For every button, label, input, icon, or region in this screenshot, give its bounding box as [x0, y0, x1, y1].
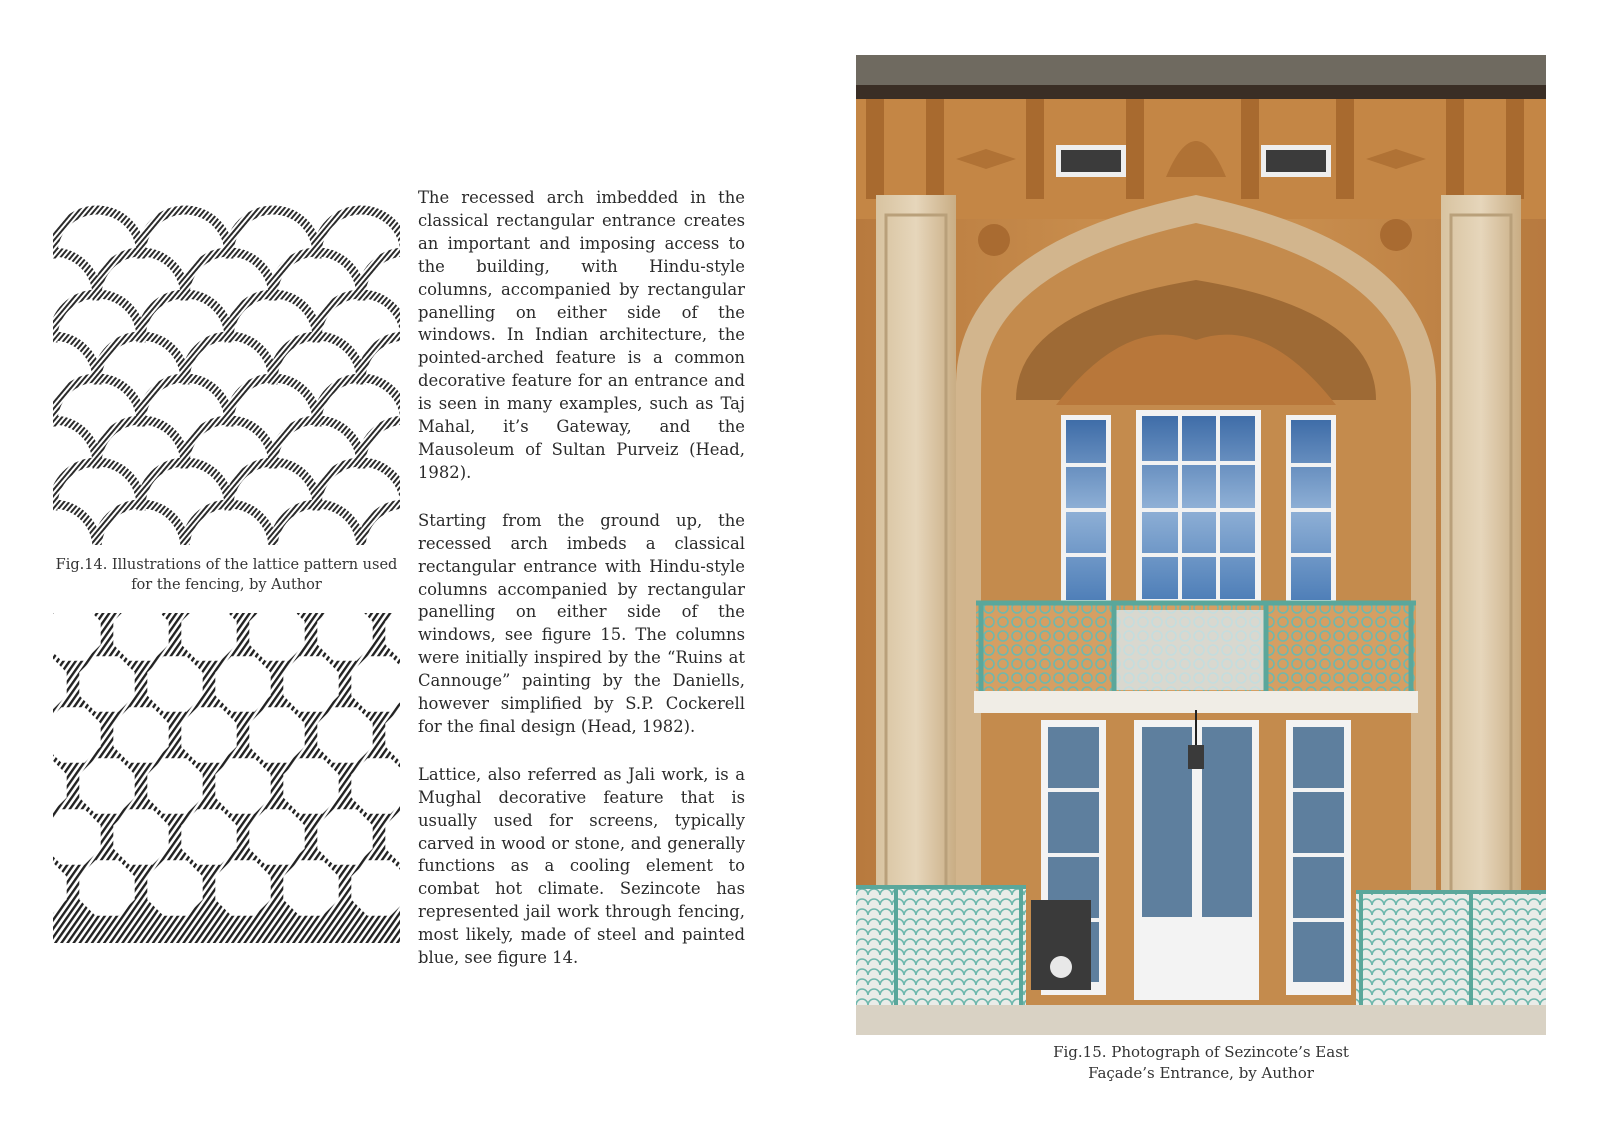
lattice-scale-arc: [97, 420, 185, 464]
paragraph-lattice: Lattice, also referred as Jali work, is a Mughal decorative feature that is usually used for screens, typically carved in wood or stone, and generally functions as a cooling element to combat hot climate. Sezincote has represented jail work through fencing, most likely, made of steel and painted blue, see figure 14.: [418, 764, 745, 968]
lattice-octagon: [181, 707, 236, 762]
lattice-scale-arc: [141, 462, 229, 506]
paragraph-ground-up: Starting from the ground up, the recessed arch imbeds a classical rectangular entrance with Hindu-style columns accompanied by rectangular panelling on either side of the windows, see figure 15. The columns were initially inspired by the “Ruins at Cannouge” painting by the Daniells, however simplified by S.P. Cockerell for the final design (Head, 1982).: [418, 510, 745, 736]
lattice-scale-arc: [229, 210, 317, 254]
lattice-octagon: [113, 809, 168, 864]
lattice-scale-arc: [185, 252, 273, 296]
fig14-caption: Fig.14. Illustrations of the lattice pattern used for the fencing, by Author: [55, 557, 398, 593]
lattice-scale-arc: [361, 336, 400, 380]
lattice-scale-arc: [97, 252, 185, 296]
lattice-scale-arc: [361, 420, 400, 464]
paragraph-recessed-arch: The recessed arch imbedded in the classical rectangular entrance creates an important and imposing access to the building, with Hindu-style columns, accompanied by rectangular panelling on either side of the windows. In Indian architecture, the pointed-arched feature is a common decorative feature for an entrance and is seen in many examples, such as Taj Mahal, it’s Gateway, and the Mausoleum of Sultan Purveiz (Head, 1982).: [418, 188, 745, 482]
lattice-scale-arc: [185, 336, 273, 380]
lattice-octagon: [79, 860, 134, 915]
lattice-scale-arc: [53, 294, 141, 338]
lattice-octagon: [283, 758, 338, 813]
lattice-octagon: [215, 758, 270, 813]
lattice-octagon: [317, 707, 372, 762]
lattice-scale-arc: [317, 210, 400, 254]
lattice-scale-arc: [229, 462, 317, 506]
lattice-scale-arc: [141, 378, 229, 422]
lattice-octagon: [113, 707, 168, 762]
lattice-scale-arc: [53, 252, 97, 296]
lattice-scale-arc: [317, 294, 400, 338]
fig14-scale-lattice-illustration: [53, 190, 400, 545]
lattice-octagon: [79, 656, 134, 711]
lattice-octagon: [181, 809, 236, 864]
lattice-scale-arc: [53, 210, 141, 254]
lattice-scale-arc: [361, 252, 400, 296]
lattice-octagon: [283, 860, 338, 915]
lattice-scale-arc: [141, 294, 229, 338]
lattice-octagon: [215, 656, 270, 711]
lattice-scale-arc: [53, 462, 141, 506]
lattice-scale-arc: [273, 336, 361, 380]
fig15-caption-line2: Façade’s Entrance, by Author: [1088, 1064, 1314, 1082]
lattice-octagon: [249, 707, 304, 762]
lattice-octagon: [215, 860, 270, 915]
fig15-facade-photograph: [856, 55, 1546, 1035]
lattice-octagon: [79, 758, 134, 813]
lattice-scale-arc: [317, 378, 400, 422]
fig14-octagon-lattice-illustration: [53, 613, 400, 943]
lattice-octagon: [283, 656, 338, 711]
lattice-scale-arc: [141, 210, 229, 254]
lattice-scale-arc: [273, 420, 361, 464]
lattice-scale-arc: [185, 420, 273, 464]
lattice-scale-arc: [53, 378, 141, 422]
lattice-scale-arc: [97, 336, 185, 380]
lattice-octagon: [147, 758, 202, 813]
lattice-octagon: [147, 860, 202, 915]
lattice-octagon: [317, 809, 372, 864]
lattice-scale-arc: [273, 252, 361, 296]
body-text: [418, 187, 745, 995]
lattice-scale-arc: [53, 504, 97, 545]
fig15-caption-line1: Fig.15. Photograph of Sezincote’s East: [1053, 1043, 1349, 1061]
lattice-scale-arc: [361, 504, 400, 545]
lattice-scale-arc: [229, 294, 317, 338]
lattice-octagon: [147, 656, 202, 711]
lattice-scale-arc: [229, 378, 317, 422]
lattice-scale-arc: [317, 462, 400, 506]
fig15-caption: [856, 1042, 1546, 1084]
lattice-scale-arc: [53, 336, 97, 380]
lattice-octagon: [249, 809, 304, 864]
lattice-scale-arc: [53, 420, 97, 464]
